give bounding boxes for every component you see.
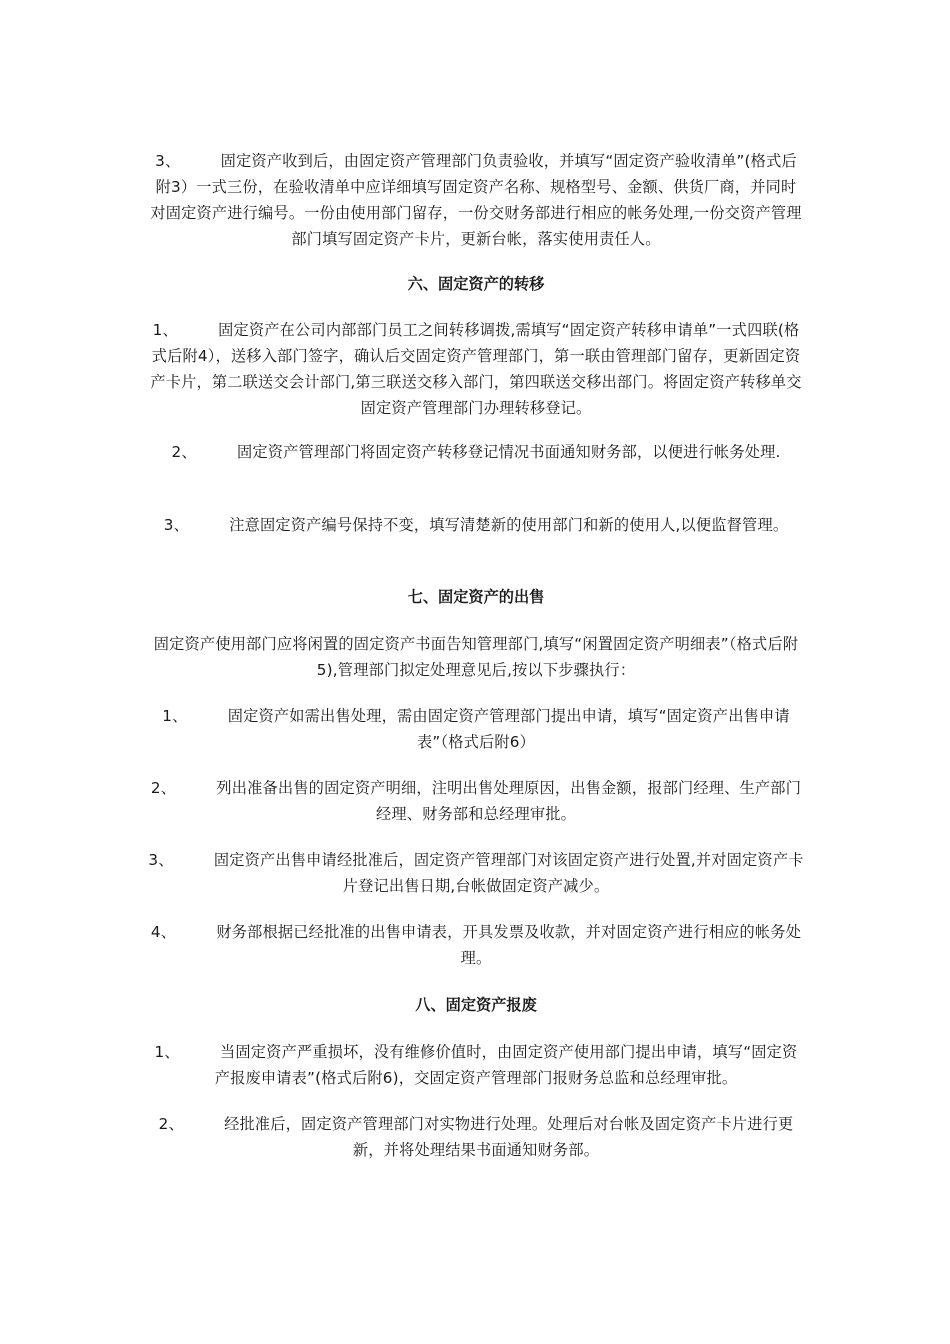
paragraph-scrap-2: 2、 经批准后，固定资产管理部门对实物进行处理。处理后对台帐及固定资产卡片进行更新，并将处理结果书面通知财务部。 [158, 1115, 794, 1159]
paragraph-sale-3: 3、 固定资产出售申请经批准后，固定资产管理部门对该固定资产进行处置,并对固定资产卡片登记出售日期,台帐做固定资产减少。 [148, 851, 804, 895]
section-heading-sale: 七、固定资产的出售 [407, 588, 545, 606]
section-heading-transfer: 六、固定资产的转移 [407, 275, 545, 293]
section-heading-scrap: 八、固定资产报废 [415, 996, 537, 1014]
paragraph-transfer-3: 3、 注意固定资产编号保持不变，填写清楚新的使用部门和新的使用人,以便监督管理。 [163, 516, 789, 534]
paragraph-sale-4: 4、 财务部根据已经批准的出售申请表，开具发票及收款，并对固定资产进行相应的帐务处理。 [150, 923, 802, 967]
paragraph-transfer-2: 2、 固定资产管理部门将固定资产转移登记情况书面通知财务部，以便进行帐务处理. [171, 443, 781, 461]
paragraph-sale-1: 1、 固定资产如需出售处理，需由固定资产管理部门提出申请，填写“固定资产出售申请表”（格式后附6） [162, 707, 790, 751]
paragraph-sale-intro: 固定资产使用部门应将闲置的固定资产书面告知管理部门,填写“闲置固定资产明细表”（格式后附5),管理部门拟定处理意见后,按以下步骤执行： [153, 635, 799, 679]
paragraph-acceptance-3: 3、 固定资产收到后，由固定资产管理部门负责验收，并填写“固定资产验收清单”(格式后附3）一式三份，在验收清单中应详细填写固定资产名称、规格型号、金额、供货厂商，并同时对固定资产进行编号。一份由使用部门留存，一份交财务部进行相应的帐务处理,一份交资产管理部门填写固定资产卡片，更新台帐，落实使用责任人。 [150, 152, 802, 248]
paragraph-scrap-1: 1、 当固定资产严重损坏，没有维修价值时，由固定资产使用部门提出申请，填写“固定资产报废申请表”(格式后附6)，交固定资产管理部门报财务总监和总经理审批。 [154, 1043, 798, 1087]
paragraph-transfer-1: 1、 固定资产在公司内部部门员工之间转移调拨,需填写“固定资产转移申请单”一式四联(格式后附4），送移入部门签字，确认后交固定资产管理部门，第一联由管理部门留存，更新固定资产卡片，第二联送交会计部门,第三联送交移入部门，第四联送交移出部门。将固定资产转移单交固定资产管理部门办理转移登记。 [150, 321, 802, 417]
paragraph-sale-2: 2、 列出准备出售的固定资产明细，注明出售处理原因，出售金额，报部门经理、生产部门经理、财务部和总经理审批。 [150, 779, 802, 823]
